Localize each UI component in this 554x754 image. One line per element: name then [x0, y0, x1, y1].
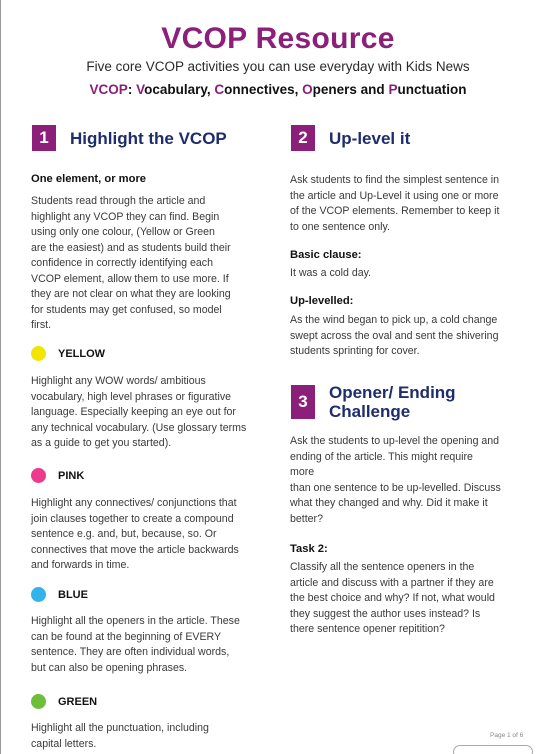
color-green-row: GREEN	[31, 694, 97, 709]
section-number-badge: 2	[291, 125, 315, 151]
section-number-badge: 3	[291, 385, 315, 419]
pink-dot-icon	[31, 468, 46, 483]
green-description: Highlight all the punctuation, including capital letters.	[31, 722, 209, 750]
vcop-prefix: VCOP	[89, 82, 128, 97]
section-1-header	[32, 125, 227, 151]
page-subtitle: Five core VCOP activities you can use everyday with Kids News	[86, 59, 470, 74]
section-subheading: One element, or more	[31, 173, 147, 185]
color-yellow-row: YELLOW	[31, 346, 105, 361]
section-title: Up-level it	[329, 128, 411, 148]
page-title: VCOP Resource	[161, 22, 395, 55]
section-2-header	[291, 125, 410, 151]
pink-description: Highlight any connectives/ conjunctions that join clauses together to create a compound sentence e.g. and, but, because, so. Or connectives that move the article backwards and forwards in time.	[31, 497, 239, 571]
basic-clause-text: It was a cold day.	[290, 267, 372, 279]
section-2-intro: Ask students to find the simplest sentence in the article and Up-Level it using one or more of the VCOP elements. Remember to keep it to one sentence only.	[290, 174, 500, 233]
yellow-description: Highlight any WOW words/ ambitious vocabulary, high level phrases or figurative language. Especially keeping an eye out for any technical vocabulary. (Use glossary terms as a guide to get you started).	[31, 375, 247, 449]
section-3-intro: Ask the students to up-level the opening and ending of the article. This might require more than one sentence to be up-levelled. Discuss what they changed and why. Did it make it better?	[290, 435, 501, 525]
section-3-header	[291, 383, 456, 421]
yellow-dot-icon	[31, 346, 46, 361]
section-1-intro: Students read through the article and highlight any VCOP they can find. Begin using only one colour, (Yellow or Green are the easiest) and as students build their confidence in correctly identifying each VCOP element, allow them to use more. If they are not clear on what they are looking for students may get confused, so model first.	[31, 195, 231, 331]
uplevelled-heading: Up-levelled:	[290, 295, 354, 307]
page-number: Page 1 of 6	[490, 732, 524, 739]
uplevelled-text: As the wind began to pick up, a cold change swept across the oval and sent the shivering students sprinting for cover.	[290, 314, 499, 357]
section-number-badge: 1	[32, 125, 56, 151]
section-title: Highlight the VCOP	[70, 128, 227, 148]
blue-description: Highlight all the openers in the article. These can be found at the beginning of EVERY sentence. They are often individual words, but can also be opening phrases.	[31, 615, 240, 674]
task-heading: Task 2:	[290, 543, 328, 555]
color-pink-row: PINK	[31, 468, 84, 483]
vcop-definition: VCOP: Vocabulary, Connectives, Openers and Punctuation	[89, 82, 467, 97]
green-dot-icon	[31, 694, 46, 709]
kids-news-logo-icon	[453, 745, 533, 754]
color-blue-row: BLUE	[31, 587, 88, 602]
task-text: Classify all the sentence openers in the article and discuss with a partner if they are the best choice and why? If not, what would they suggest the author uses instead? Is there sentence opener repitition?	[290, 561, 495, 635]
section-title: Opener/ Ending Challenge	[329, 383, 456, 421]
blue-dot-icon	[31, 587, 46, 602]
basic-clause-heading: Basic clause:	[290, 249, 362, 261]
